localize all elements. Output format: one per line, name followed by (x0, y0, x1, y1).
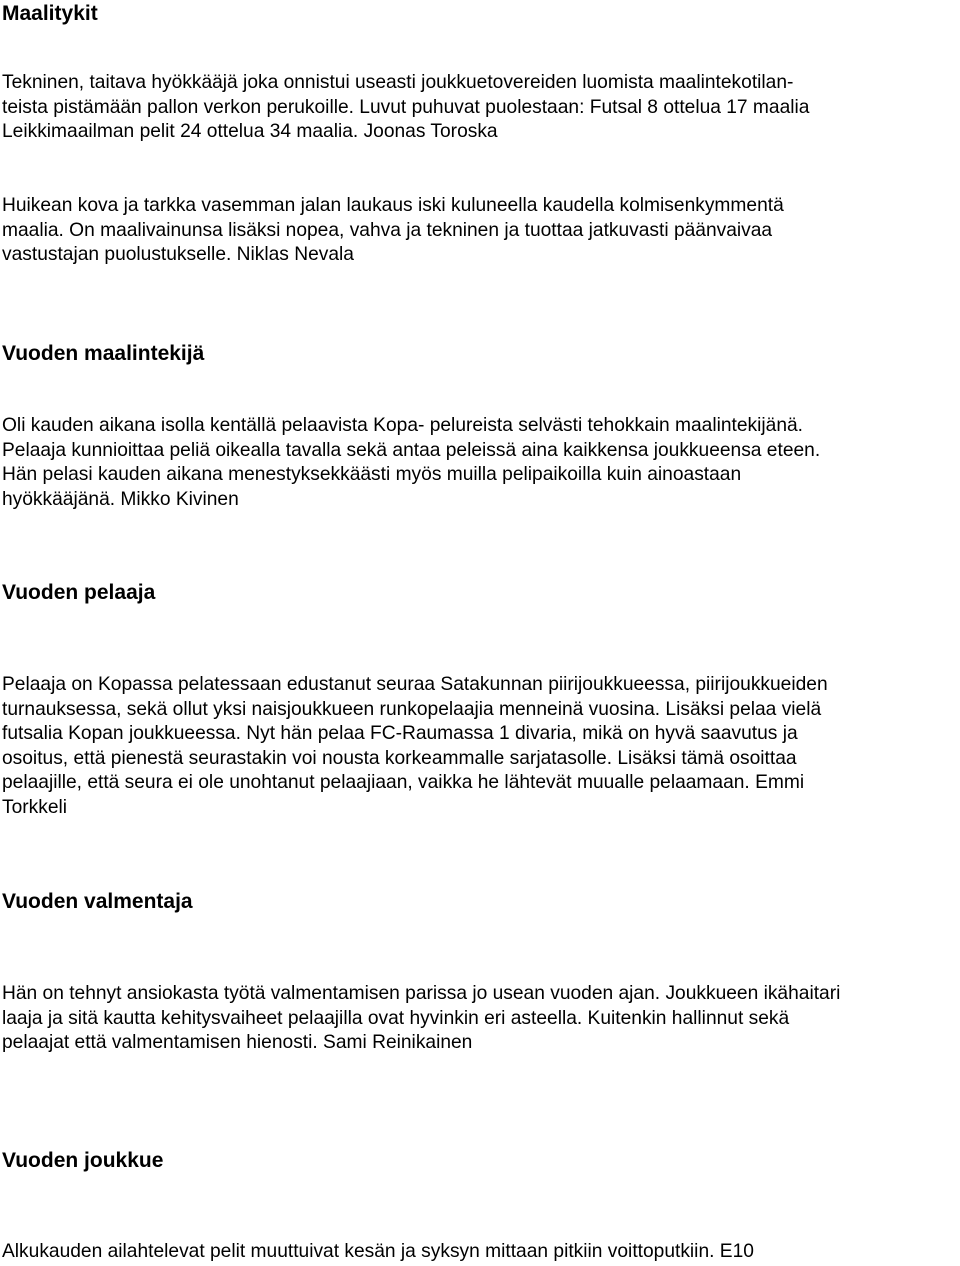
text-line: osoitus, että pienestä seurastakin voi nousta korkeammalle sarjatasolle. Lisäksi tämä osoittaa (2, 747, 797, 769)
section-heading: Vuoden valmentaja (2, 890, 193, 913)
paragraph (2, 1240, 958, 1265)
paragraph (2, 194, 958, 268)
text-line: pelaajat että valmentamisen hienosti. Sami Reinikainen (2, 1032, 473, 1053)
text-line: Pelaaja on Kopassa pelatessaan edustanut seuraa Satakunnan piirijoukkueessa, piirijoukkueiden (2, 674, 828, 695)
text-line: Torkkeli (2, 796, 68, 818)
text-line: turnauksessa, sekä ollut yksi naisjoukkueen runkopelaajia menneinä vuosina. Lisäksi pelaa vielä (2, 698, 822, 720)
text-line: futsalia Kopan joukkueessa. Nyt hän pelaa FC-Raumassa 1 divaria, mikä on hyvä saavutus ja (2, 723, 798, 744)
text-line: Hän on tehnyt ansiokasta työtä valmentamisen parissa jo usean vuoden ajan. Joukkueen ikähaitari (2, 983, 841, 1004)
paragraph (2, 982, 958, 1056)
text-line: Tekninen, taitava hyökkääjä joka onnistui useasti joukkuetovereiden luomista maalintekotilan- (2, 72, 794, 93)
text-line: Leikkimaailman pelit 24 ottelua 34 maalia. Joonas Toroska (2, 121, 498, 142)
section-heading: Maalitykit (2, 2, 98, 25)
text-line: hyökkääjänä. Mikko Kivinen (2, 488, 239, 510)
section-heading: Vuoden pelaaja (2, 581, 156, 604)
text-line: Pelaaja kunnioittaa peliä oikealla tavalla sekä antaa peleissä aina kaikkensa joukkueensa eteen. (2, 439, 821, 461)
text-line: Hän pelasi kauden aikana menestyksekkäästi myös muilla pelipaikoilla kuin ainoastaan (2, 464, 742, 485)
text-line: vastustajan puolustukselle. Niklas Nevala (2, 244, 354, 265)
paragraph (2, 71, 958, 145)
text-line: laaja ja sitä kautta kehitysvaiheet pelaajilla ovat hyvinkin eri asteella. Kuitenkin hallinnut sekä (2, 1007, 790, 1029)
text-line: maalia. On maalivainunsa lisäksi nopea, vahva ja tekninen ja tuottaa jatkuvasti päänvaivaa (2, 219, 773, 241)
section-heading: Vuoden joukkue (2, 1149, 164, 1172)
paragraph (2, 673, 958, 820)
section-heading: Vuoden maalintekijä (2, 342, 205, 365)
text-line: teista pistämään pallon verkon perukoille. Luvut puhuvat puolestaan: Futsal 8 ottelua 17 maalia (2, 96, 810, 118)
paragraph (2, 414, 958, 512)
text-line: Oli kauden aikana isolla kentällä pelaavista Kopa- pelureista selvästi tehokkain maalintekijänä. (2, 415, 804, 436)
text-line: Alkukauden ailahtelevat pelit muuttuivat kesän ja syksyn mittaan pitkiin voittoputkiin. E10 (2, 1241, 754, 1262)
text-line: Huikean kova ja tarkka vasemman jalan laukaus iski kuluneella kaudella kolmisenkymmentä (2, 195, 784, 216)
text-line: pelaajille, että seura ei ole unohtanut pelaajiaan, vaikka he lähtevät muualle pelaamaan. Emmi (2, 772, 805, 793)
